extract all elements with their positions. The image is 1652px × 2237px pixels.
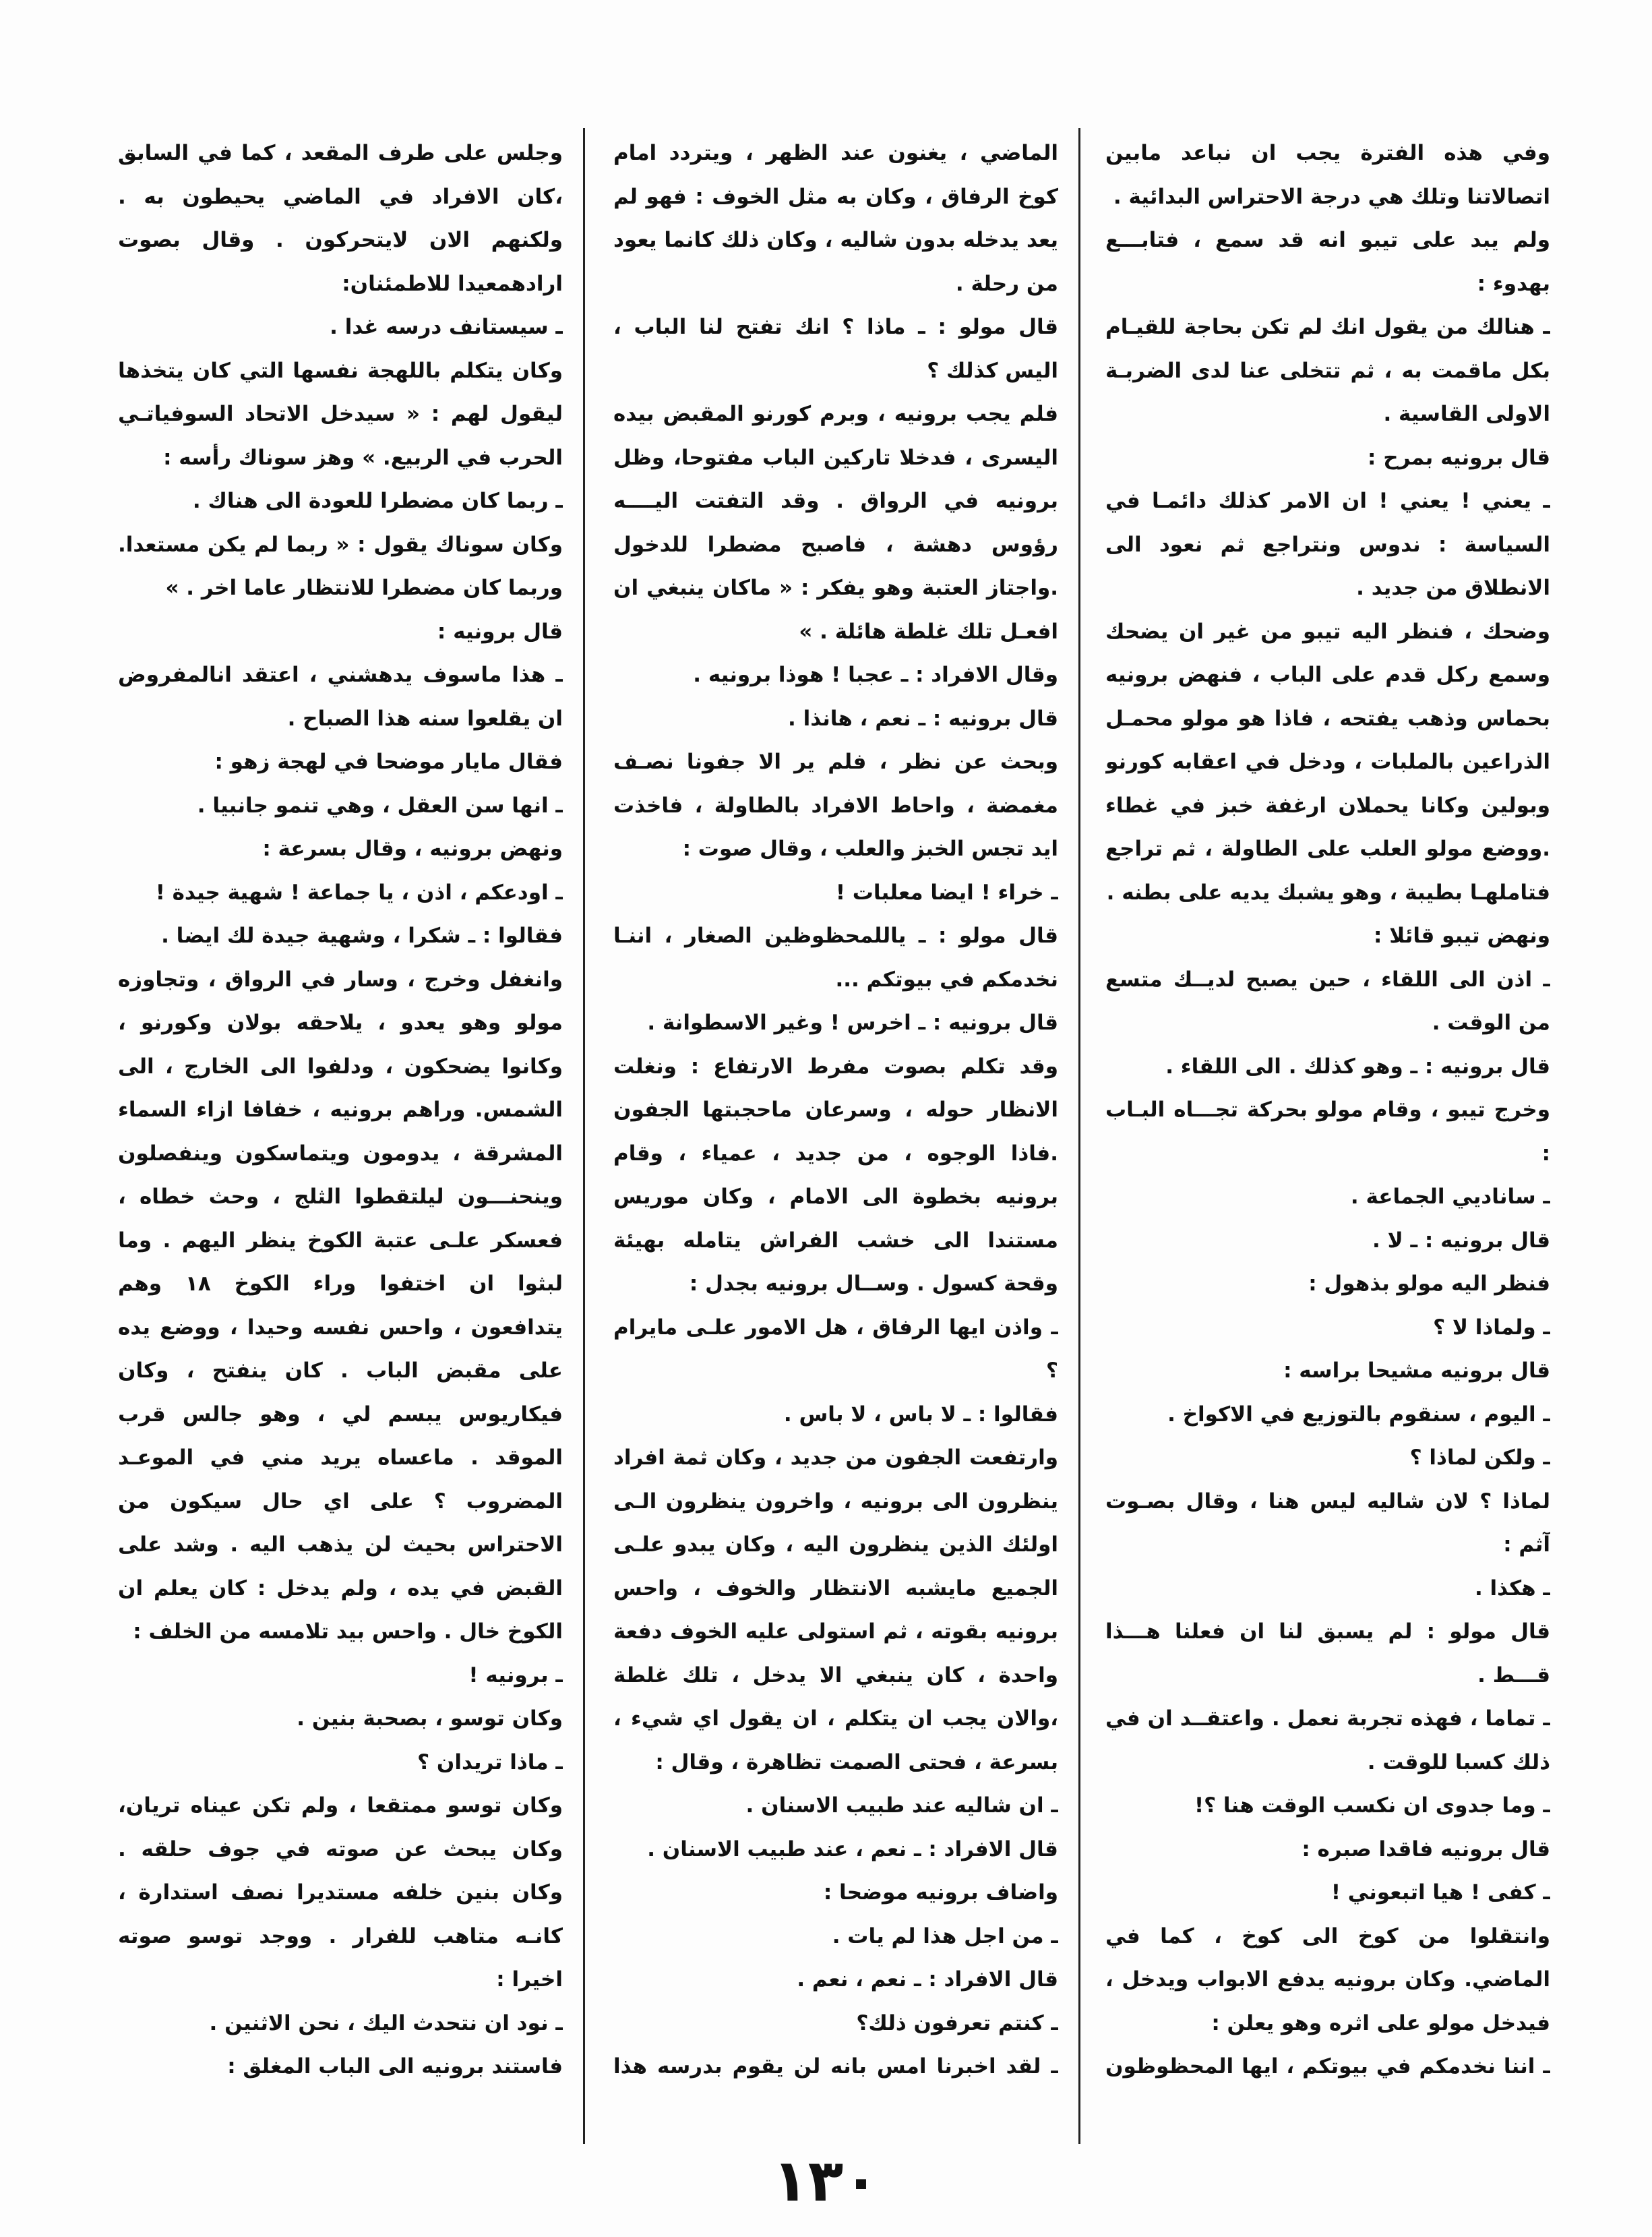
paragraph: قال برونيه مشيحا براسه : [1283, 1359, 1550, 1383]
column-divider-left [583, 128, 585, 2144]
paragraph: وضحك ، فنظر اليه تيبو من غير ان يضحك وسمع ركل قدم على الباب ، فنهض برونيه بحماس وذهب يفتحه ، فاذا هو مولو محمـل الذراعين بالملبات ، ودخل في اعقابه كورنو وبولين وكانا يحملان ارغفة خبز في غطاء .ووضع مولو العلب على الطاولة ، ثم تراجع فتاملهـا بطيبة ، وهو يشبك يديه على بطنه . [1105, 619, 1550, 905]
paragraph: ـ اليوم ، سنقوم بالتوزيع في الاكواخ . [1167, 1402, 1550, 1427]
paragraph: لماذا ؟ لان شاليه ليس هنا ، وقال بصـوت آثم : [1105, 1489, 1550, 1557]
paragraph: قال برونيه : ـ اخرس ! وغير الاسطوانة . [647, 1011, 1058, 1035]
paragraph: قال برونيه بمرح : [1368, 445, 1550, 470]
paragraph: ـ اذن الى اللقاء ، حين يصبح لديــك متسع من الوقت . [1105, 967, 1550, 1035]
paragraph: ـ تماما ، فهذه تجربة نعمل . واعتقــد ان في ذلك كسبا للوقت . [1105, 1706, 1550, 1774]
paragraph: ـ من اجل هذا لم يات . [832, 1923, 1058, 1948]
paragraph: ـ هكذا . [1474, 1576, 1550, 1601]
paragraph: وقد تكلم بصوت مفرط الارتفاع : ونغلت الانظار حوله ، وسرعان ماحجبتها الجفون .فاذا الوجوه ، من جديد ، عمياء ، وقام برونيه بخطوة الى الامام ، وكان موريس مستندا الى خشب الفراش يتامله بهيئة وقحة كسول . وســال برونيه بجدل : [613, 1054, 1058, 1296]
paragraph: قال برونيه فاقدا صبره : [1302, 1837, 1550, 1861]
paragraph: وقال الافراد : ـ عجبا ! هوذا برونيه . [693, 663, 1058, 687]
text-column-left [118, 131, 563, 2087]
paragraph: ـ ساناديي الجماعة . [1350, 1185, 1550, 1209]
paragraph: ـ يعني ! يعني ! ان الامر كذلك دائمـا في السياسة : ندوس ونتراجع ثم نعود الى الانطلاق من جديد . [1105, 489, 1550, 600]
page-number: ١٣٠ [772, 2147, 879, 2215]
paragraph: فنظر اليه مولو بذهول : [1308, 1272, 1550, 1296]
paragraph: الماضي ، يغنون عند الظهر ، ويتردد امام كوخ الرفاق ، وكان به مثل الخوف : فهو لم يعد يدخله بدون شاليه ، وكان ذلك كانما يعود من رحلة . [613, 141, 1058, 296]
paragraph: ـ هذا ماسوف يدهشني ، اعتقد انالمفروض ان يقلعوا سنه هذا الصباح . [118, 663, 563, 731]
paragraph: قال مولو : لم يسبق لنا ان فعلنا هـــذا قـــط . [1105, 1619, 1550, 1688]
paragraph: ـ وما جدوى ان نكسب الوقت هنا ؟! [1194, 1793, 1550, 1818]
paragraph: ـ كنتم تعرفون ذلك؟ [856, 2010, 1058, 2035]
paragraph: ـ خراء ! ايضا معلبات ! [835, 880, 1058, 905]
paragraph: فقالوا : ـ لا باس ، لا باس . [783, 1402, 1058, 1427]
column-divider-right [1078, 128, 1080, 2144]
paragraph: ـ برونيه ! [468, 1663, 563, 1688]
paragraph: وكان يتكلم باللهجة نفسها التي كان يتخذها ليقول لهم : « سيدخل الاتحاد السوفياتـي الحرب في الربيع. » وهز سوناك رأسه : [118, 358, 563, 470]
paragraph: وفي هذه الفترة يجب ان نباعد مابين اتصالاتنا وتلك هي درجة الاحتراس البدائية . [1105, 141, 1550, 209]
paragraph: ـ ماذا تريدان ؟ [417, 1750, 563, 1774]
paragraph: واضاف برونيه موضحا : [823, 1880, 1058, 1905]
paragraph: ـ ولكن لماذا ؟ [1409, 1445, 1550, 1470]
paragraph: ونهض تيبو قائلا : [1374, 924, 1550, 948]
paragraph: وارتفعت الجفون من جديد ، وكان ثمة افراد ينظرون الى برونيه ، واخرون ينظرون الـى اولئك الذين ينظرون اليه ، وكان يبدو علـى الجميع مايشبه الانتظار والخوف ، واحس برونيه بقوته ، ثم استولى عليه الخوف دفعة واحدة ، كان ينبغي الا يدخل ، تلك غلطة ،والان يجب ان يتكلم ، ان يقول اي شيء ، بسرعة ، فحتى الصمت تظاهرة ، وقال : [613, 1445, 1058, 1774]
paragraph: وكان توسو ممتقعا ، ولم تكن عيناه تريان، وكان يبحث عن صوته في جوف حلقه . وكان بنين خلفه مستديرا نصف استدارة ، كانـه متاهب للفرار . ووجد توسو صوته اخيرا : [118, 1793, 563, 1992]
paragraph: ـ ربما كان مضطرا للعودة الى هناك . [192, 489, 563, 513]
paragraph: ـ هنالك من يقول انك لم تكن بحاجة للقيـام بكل ماقمت به ، ثم تتخلى عنا لدى الضربـة الاولى القاسية . [1105, 315, 1550, 426]
paragraph: ونهض برونيه ، وقال بسرعة : [262, 837, 563, 861]
paragraph: وجلس على طرف المقعد ، كما في السابق ،كان الافراد في الماضي يحيطون به . ولكنهم الان لايتحركون . وقال بصوت ارادهمعيدا للاطمئنان: [118, 141, 563, 296]
paragraph: وكان سوناك يقول : « ربما لم يكن مستعدا. وربما كان مضطرا للانتظار عاما اخر . » [118, 532, 563, 600]
paragraph: قال الافراد : ـ نعم ، نعم . [797, 1967, 1058, 1992]
paragraph: وبحث عن نظر ، فلم ير الا جفونا نصـف مغمضة ، واحاط الافراد بالطاولة ، فاخذت ايد تجس الخبز والعلب ، وقال صوت : [613, 750, 1058, 861]
paragraph: فاستند برونيه الى الباب المغلق : [227, 2054, 563, 2079]
paragraph: قال الافراد : ـ نعم ، عند طبيب الاسنان . [647, 1837, 1058, 1861]
paragraph: ـ ولماذا لا ؟ [1433, 1315, 1550, 1340]
paragraph: قال مولو : ـ ياللمحظوظين الصغار ، اننـا نخدمكم في بيوتكم ... [613, 924, 1058, 992]
paragraph: ولم يبد على تيبو انه قد سمع ، فتابـــع بهدوء : [1105, 228, 1550, 296]
text-column-right [1105, 131, 1550, 2087]
paragraph: ـ نود ان نتحدث اليك ، نحن الاثنين . [209, 2010, 563, 2035]
paragraph: ـ سيستانف درسه غدا . [330, 315, 563, 339]
paragraph: ـ انها سن العقل ، وهي تنمو جانبيا . [197, 793, 563, 818]
paragraph: ـ اننا نخدمكم في بيوتكم ، ايها المحظوظون [1105, 2054, 1550, 2079]
paragraph: وكان توسو ، بصحبة بنين . [297, 1706, 563, 1731]
paragraph: فقالوا : ـ شكرا ، وشهية جيدة لك ايضا . [161, 924, 563, 948]
paragraph: ـ لقد اخبرنا امس بانه لن يقوم بدرسه هذا [613, 2054, 1058, 2079]
paragraph: قال برونيه : [437, 619, 563, 644]
paragraph: فقال مايار موضحا في لهجة زهو : [214, 750, 563, 774]
paragraph: فلم يجب برونيه ، وبرم كورنو المقبض بيده اليسرى ، فدخلا تاركين الباب مفتوحا، وظل برونيه في الرواق . وقد التفتت اليــــه رؤوس دهشة ، فاصبح مضطرا للدخول .واجتاز العتبة وهو يفكر : « ماكان ينبغي ان افعـل تلك غلطة هائلة . » [613, 402, 1058, 644]
paragraph: ـ كفى ! هيا اتبعوني ! [1330, 1880, 1550, 1905]
paragraph: وانغفل وخرج ، وسار في الرواق ، وتجاوزه مولو وهو يعدو ، يلاحقه بولان وكورنو ، وكانوا يضحكون ، ودلفوا الى الخارج ، الى الشمس. وراهم برونيه ، خفافا ازاء السماء المشرقة ، يدومون ويتماسكون وينفصلون وينحنـــون ليلتقطوا الثلج ، وحث خطاه ، فعسكر علـى عتبة الكوخ ينظر اليهم . وما لبثوا ان اختفوا وراء الكوخ ١٨ وهم يتدافعون ، واحس نفسه وحيدا ، ووضع يده على مقبض الباب . كان ينفتح ، وكان فيكاريوس يبسم لي ، وهو جالس قرب الموقد . ماعساه يريد مني في الموعـد المضروب ؟ على اي حال سيكون من الاحتراس بحيث لن يذهب اليه . وشد على القبض في يده ، ولم يدخل : كان يعلم ان الكوخ خال . واحس بيد تلامسه من الخلف : [118, 967, 563, 1644]
paragraph: قال برونيه : ـ وهو كذلك . الى اللقاء . [1165, 1054, 1550, 1079]
paragraph: قال برونيه : ـ نعم ، هانذا . [788, 706, 1058, 731]
paragraph: قال برونيه : ـ لا . [1372, 1228, 1550, 1253]
paragraph: قال مولو : ـ ماذا ؟ انك تفتح لنا الباب ، اليس كذلك ؟ [613, 315, 1058, 383]
paragraph: وانتقلوا من كوخ الى كوخ ، كما في الماضي. وكان برونيه يدفع الابواب ويدخل ، فيدخل مولو على اثره وهو يعلن : [1105, 1923, 1550, 2035]
text-column-middle [613, 131, 1058, 2087]
paragraph: ـ اودعكم ، اذن ، يا جماعة ! شهية جيدة ! [155, 880, 563, 905]
paragraph: وخرج تيبو ، وقام مولو بحركة تجـــاه البـاب : [1105, 1098, 1550, 1166]
paragraph: ـ واذن ايها الرفاق ، هل الامور علـى مايرام ؟ [613, 1315, 1058, 1383]
paragraph: ـ ان شاليه عند طبيب الاسنان . [745, 1793, 1058, 1818]
